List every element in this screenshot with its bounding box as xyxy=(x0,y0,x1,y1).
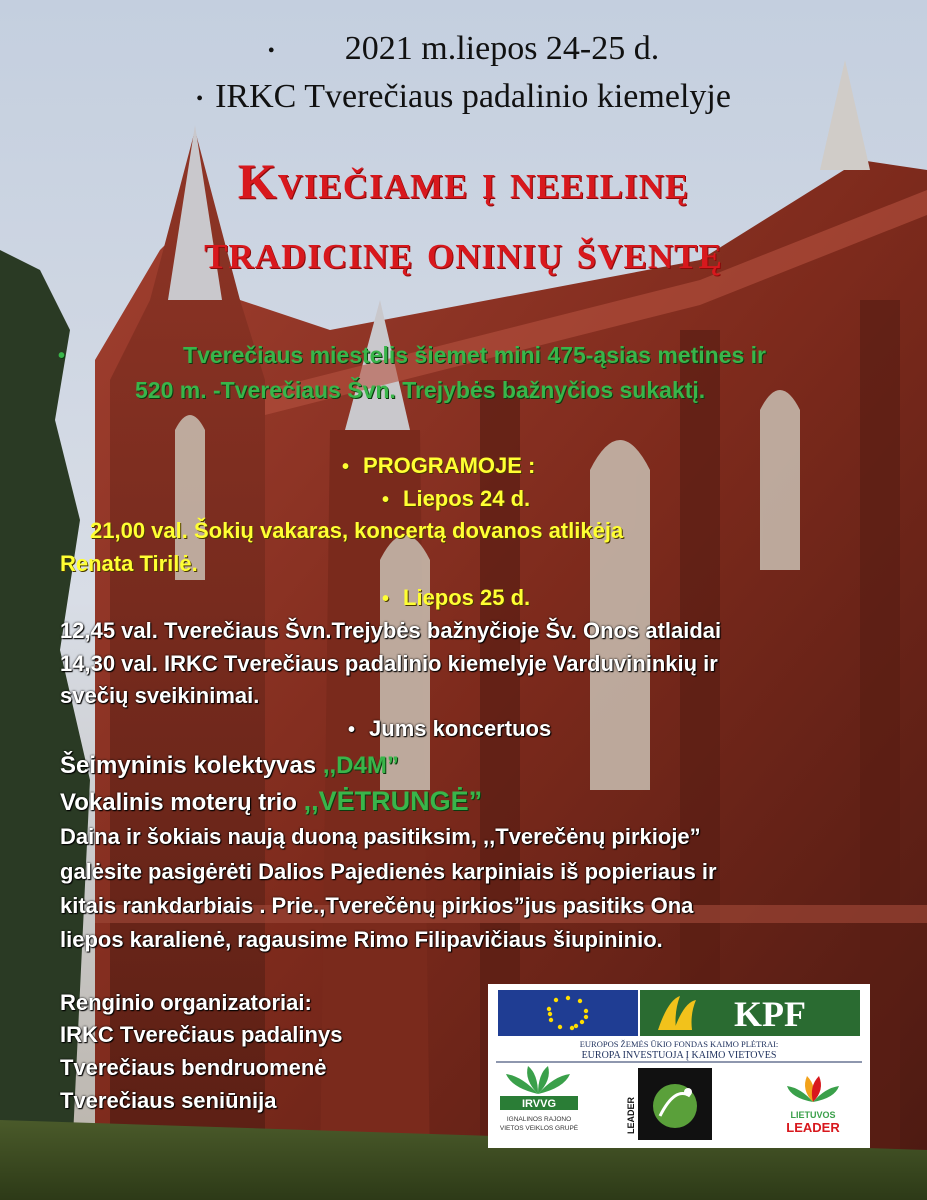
performer-2-name: ,,VĖTRUNGĖ” xyxy=(303,786,483,816)
bullet-icon: • xyxy=(342,455,350,478)
irvvg-logo xyxy=(500,1066,579,1132)
bullet-icon: • xyxy=(382,587,390,610)
title-line-1: Kviečiame į neeilinę xyxy=(237,153,690,209)
description-line-3: kitais rankdarbiais . Prie.,Tverečėnų pirkios”jus pasitiks Ona xyxy=(60,893,694,918)
bullet-icon: • xyxy=(382,488,390,511)
bullet-icon: • xyxy=(196,87,204,110)
eu-fund-text-1: EUROPOS ŽEMĖS ŪKIO FONDAS KAIMO PLĖTRAI: xyxy=(579,1039,779,1049)
performer-1-name: ,,D4M” xyxy=(322,752,399,779)
intro-line-1: • Tverečiaus miestelis šiemet mini 475-ąsias metines ir xyxy=(58,342,767,368)
lietuvos-leader-logo xyxy=(786,1076,840,1135)
intro-line-2: 520 m. -Tverečiaus Švn. Trejybės bažnyčios sukaktį. xyxy=(135,377,706,403)
eu-flag-logo xyxy=(498,990,638,1036)
day2-line-3: svečių sveikinimai. xyxy=(60,683,260,708)
program-day-2: • Liepos 25 d. xyxy=(382,585,531,610)
bullet-icon: • xyxy=(348,718,356,741)
organizer-item: IRKC Tverečiaus padalinys xyxy=(60,1022,343,1047)
sponsor-logos-panel xyxy=(488,984,870,1148)
lietuvos-leader-text-2: LEADER xyxy=(786,1120,840,1135)
bullet-icon: • xyxy=(58,345,66,368)
description-line-4: liepos karalienė, ragausime Rimo Filipavičiaus šiupininio. xyxy=(60,927,663,952)
description-line-2: galėsite pasigėrėti Dalios Pajedienės karpiniais iš popieriaus ir xyxy=(60,859,717,884)
leader-logo xyxy=(626,1068,712,1140)
organizer-item: Tverečiaus seniūnija xyxy=(60,1088,277,1113)
lietuvos-leader-text-1: LIETUVOS xyxy=(790,1110,836,1120)
program-day-1: • Liepos 24 d. xyxy=(382,486,531,511)
irvvg-sub-text-2: VIETOS VEIKLOS GRUPĖ xyxy=(499,1125,579,1132)
kpf-logo xyxy=(640,990,860,1036)
concert-heading: • Jums koncertuos xyxy=(348,716,552,741)
event-date: • 2021 m.liepos 24-25 d. xyxy=(267,30,660,67)
bullet-icon: • xyxy=(267,39,275,62)
title-line-2: tradicinę oninių šventę xyxy=(204,223,723,279)
eu-fund-text-2: EUROPA INVESTUOJA Į KAIMO VIETOVES xyxy=(581,1050,777,1061)
performer-2: Vokalinis moterų trio ,,VĖTRUNGĖ” xyxy=(60,786,483,816)
organizer-item: Tverečiaus bendruomenė xyxy=(60,1055,327,1080)
day1-event-line-1: 21,00 val. Šokių vakaras, koncertą dovanos atlikėja xyxy=(90,518,624,543)
kpf-logo-text: KPF xyxy=(734,994,806,1034)
leader-logo-text: LEADER xyxy=(626,1096,636,1134)
day1-event-line-2: Renata Tirilė. xyxy=(60,551,198,576)
irvvg-sub-text-1: IGNALINOS RAJONO xyxy=(506,1116,572,1123)
day2-line-2: 14,30 val. IRKC Tverečiaus padalinio kiemelyje Varduvininkių ir xyxy=(60,651,718,676)
event-venue: • IRKC Tverečiaus padalinio kiemelyje xyxy=(196,78,731,115)
organizers-heading: Renginio organizatoriai: xyxy=(60,990,312,1015)
performer-1: Šeimyninis kolektyvas ,,D4M” xyxy=(60,752,399,779)
irvvg-logo-text: IRVVG xyxy=(521,1098,557,1110)
description-line-1: Daina ir šokiais naują duoną pasitiksim, ,,Tverečėnų pirkioje” xyxy=(60,824,701,849)
program-heading: • PROGRAMOJE : xyxy=(342,453,536,478)
day2-line-1: 12,45 val. Tverečiaus Švn.Trejybės bažnyčioje Šv. Onos atlaidai xyxy=(60,618,722,643)
